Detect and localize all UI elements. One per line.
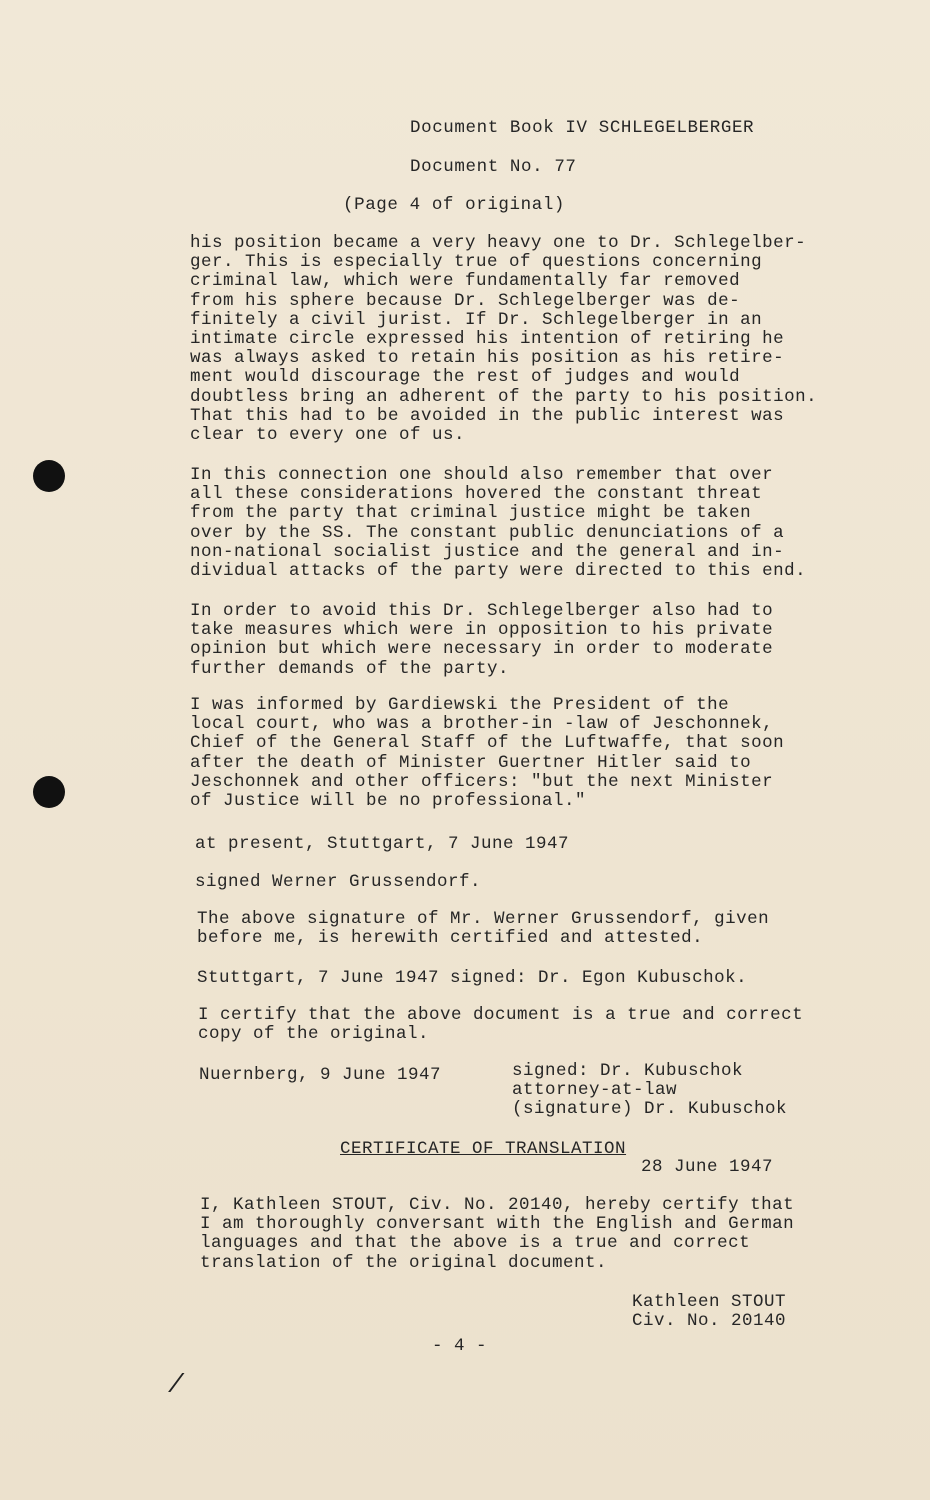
translator-name: Kathleen STOUT (632, 1292, 787, 1312)
stuttgart-signed-line: Stuttgart, 7 June 1947 signed: Dr. Egon Kubuschok. (197, 968, 748, 988)
signature-line-2: attorney-at-law (512, 1080, 678, 1100)
page-number: - 4 - (432, 1336, 488, 1356)
signed-line: signed Werner Grussendorf. (195, 872, 482, 892)
paragraph-4: I was informed by Gardiewski the President of the local court, who was a brother-in -law of Jeschonnek, Chief of the General Staff of the Luftwaffe, that soon after the death of Minister Guertner Hitler said to Jeschonnek and other officers: "but the next Minister of Justice will be no professional." (190, 695, 785, 812)
certificate-body: I, Kathleen STOUT, Civ. No. 20140, hereby certify that I am thoroughly conversant with the English and German languages and that the above is a true and correct translation of the original document. (200, 1195, 795, 1273)
pen-mark: / (168, 1370, 184, 1400)
paragraph-3: In order to avoid this Dr. Schlegelberger also had to take measures which were in opposition to his private opinion but which were necessary in order to moderate further demands of the party. (190, 601, 774, 679)
document-book-title: Document Book IV SCHLEGELBERGER (410, 118, 755, 138)
paragraph-1: his position became a very heavy one to Dr. Schlegelber- ger. This is especially true of questions concerning criminal law, which were fundamentally far removed from his sphere because Dr. Schlegelberger was de- finitely a civil jurist. If Dr. Schlegelberger in an intimate circle expressed his intention of retiring he was always asked to retain his position as his retire- ment would discourage the rest of judges and would doubtless bring an adherent of the party to his position. That this had to be avoided in the public interest was clear to every one of us. (190, 233, 818, 446)
page-reference: (Page 4 of original) (343, 195, 566, 215)
signature-line-3: (signature) Dr. Kubuschok (512, 1099, 788, 1119)
certificate-title: CERTIFICATE OF TRANSLATION (340, 1139, 627, 1159)
place-date: at present, Stuttgart, 7 June 1947 (195, 834, 570, 854)
copy-certification: I certify that the above document is a true and correct copy of the original. (198, 1005, 804, 1045)
signature-line-1: signed: Dr. Kubuschok (512, 1061, 744, 1081)
nuernberg-place-date: Nuernberg, 9 June 1947 (199, 1065, 442, 1085)
attestation: The above signature of Mr. Werner Grussendorf, given before me, is herewith certified and attested. (197, 909, 770, 949)
document-number: Document No. 77 (410, 157, 577, 177)
punch-hole (33, 460, 65, 492)
certificate-date: 28 June 1947 (641, 1157, 774, 1177)
punch-hole (33, 776, 65, 808)
translator-civ-no: Civ. No. 20140 (632, 1311, 787, 1331)
paragraph-2: In this connection one should also remember that over all these considerations hovered the constant threat from the party that criminal justice might be taken over by the SS. The constant public denunciations of a non-national socialist justice and the general and in- dividual attacks of the party were directed to this end. (190, 465, 807, 582)
